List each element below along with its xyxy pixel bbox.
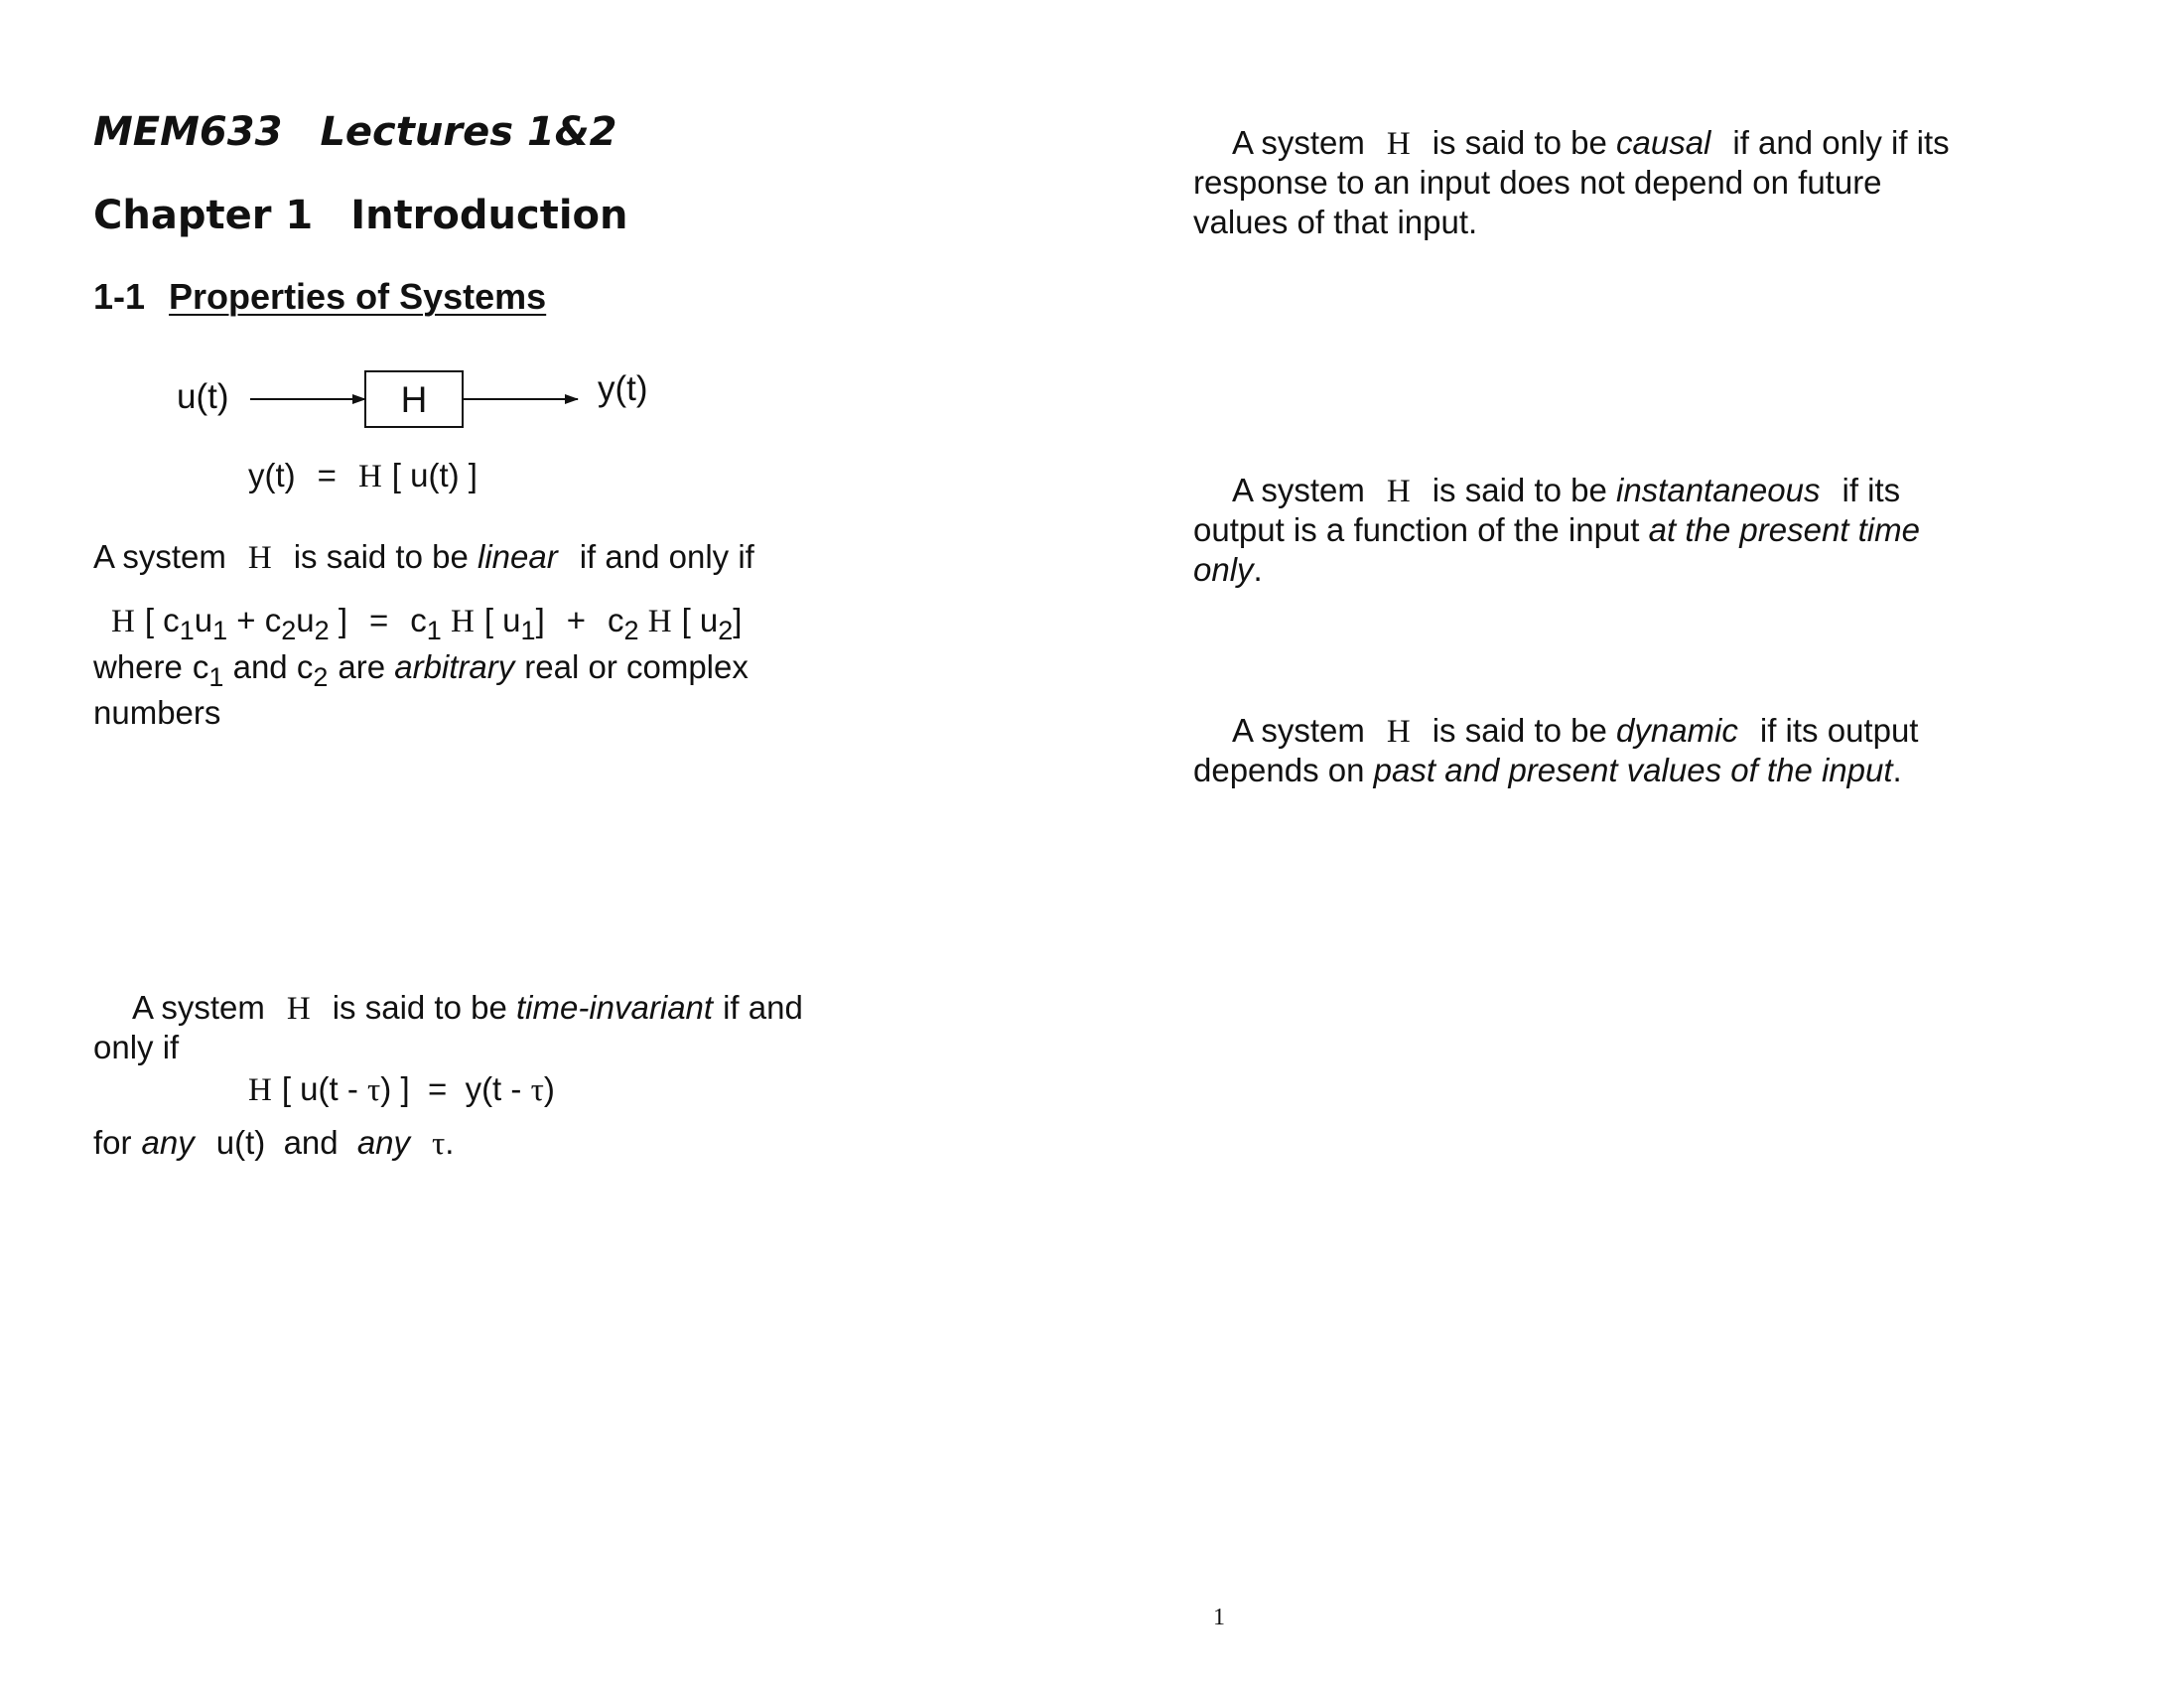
text: real or complex [524,648,749,685]
eq-part: ] [338,602,347,638]
term-any: any [356,1124,411,1161]
text: if its [1842,472,1901,508]
dynamic-definition [1232,711,1918,752]
text: u(t) and [215,1124,339,1161]
term-present-time: at the present time [1648,511,1920,548]
subscript: 1 [426,616,442,645]
subscript: 1 [208,662,224,692]
instantaneous-definition [1232,471,1900,511]
text: is said to be [1432,124,1607,161]
text: for [93,1124,132,1161]
term-time-invariant: time-invariant [516,989,714,1026]
time-invariant-line2: only if [93,1029,180,1065]
eq-part: ) [543,1070,555,1107]
linear-definition [93,537,754,578]
equation-operator: H [357,459,382,494]
term-causal: causal [1616,124,1711,161]
eq-part: [ u [681,602,719,638]
block-label: H [400,379,428,420]
term-any: any [141,1124,195,1161]
symbol-tau: τ [367,1072,381,1108]
text: are [338,648,386,685]
symbol-tau: τ [432,1126,446,1162]
text: depends on [1193,752,1365,788]
eq-part: c [410,602,427,638]
symbol-h: H [1386,714,1411,750]
equation-argument: [ u(t) ] [391,457,478,493]
text: if its output [1759,712,1919,749]
symbol-tau: τ [530,1072,544,1108]
text: A system [1232,124,1365,161]
text: is said to be [1432,712,1607,749]
text: if and [723,989,803,1026]
linearity-equation [111,601,743,645]
text: if and only if its [1732,124,1950,161]
eq-part: [ u [483,602,521,638]
text: . [1892,752,1902,788]
subscript: 2 [718,616,734,645]
term-instantaneous: instantaneous [1616,472,1821,508]
symbol-h: H [1386,126,1411,162]
text: . [1253,551,1263,588]
text: A system [1232,472,1365,508]
causal-line2: response to an input does not depend on future [1193,164,1882,201]
text: . [445,1124,455,1161]
instantaneous-line2 [1193,510,1920,550]
eq-part: [ c [144,602,180,638]
symbol-h: H [1386,474,1411,509]
eq-part: u [296,602,315,638]
dynamic-line2 [1193,751,1902,790]
equation-equals: = [317,457,337,493]
text: is said to be [332,989,507,1026]
diagram-input-label: u(t) [177,377,229,416]
term-arbitrary: arbitrary [394,648,515,685]
term-linear: linear [478,538,558,575]
instantaneous-line3 [1193,550,1263,590]
section-heading [93,276,546,318]
subscript: 2 [314,616,330,645]
symbol-h: H [248,1072,272,1108]
time-invariant-definition [132,988,803,1029]
term-only: only [1193,551,1254,588]
linear-where-line2: numbers [93,694,221,731]
page-number: 1 [1213,1605,1225,1630]
diagram-output-label: y(t) [598,369,648,408]
lectures-label: Lectures 1&2 [320,109,617,155]
eq-part: ] [535,602,545,638]
chapter-label: Chapter 1 [93,193,314,238]
eq-part: u [194,602,213,638]
text: is said to be [1432,472,1607,508]
time-invariant-for-clause [93,1123,454,1164]
text: output is a function of the input [1193,511,1640,548]
text: A system [93,538,226,575]
eq-part: + [566,602,587,638]
system-equation [248,456,478,496]
text: A system [1232,712,1365,749]
section-title: Properties of Systems [169,276,547,317]
subscript: 2 [281,616,297,645]
subscript: 1 [179,616,195,645]
symbol-h: H [111,604,135,639]
course-code: MEM633 [93,109,283,155]
eq-part: c [608,602,624,638]
chapter-heading [93,193,628,238]
eq-part: ] [733,602,743,638]
causal-definition [1232,123,1950,164]
equation-lhs: y(t) [248,457,296,493]
symbol-h: H [647,604,672,639]
course-title [93,109,617,155]
subscript: 1 [520,616,536,645]
eq-part: ) ] = y(t - [380,1070,531,1107]
chapter-title: Introduction [350,193,628,238]
time-invariance-equation [248,1069,555,1110]
section-number: 1-1 [93,276,146,317]
text: if and only if [579,538,754,575]
causal-line3: values of that input. [1193,204,1478,240]
text: where [93,648,183,685]
subscript: 2 [623,616,639,645]
subscript: 2 [313,662,329,692]
text: and c [232,648,314,685]
subscript: 1 [212,616,228,645]
symbol-h: H [247,540,272,576]
term-dynamic: dynamic [1616,712,1738,749]
term-past-present: past and present values of the input [1373,752,1893,788]
symbol-h: H [450,604,475,639]
text: A system [132,989,265,1026]
eq-part: [ u(t - [281,1070,368,1107]
text: is said to be [293,538,469,575]
symbol-h: H [286,991,311,1027]
eq-part: + c [236,602,282,638]
linear-where-clause [93,647,749,692]
text: c [192,648,209,685]
eq-equals: = [369,602,389,638]
